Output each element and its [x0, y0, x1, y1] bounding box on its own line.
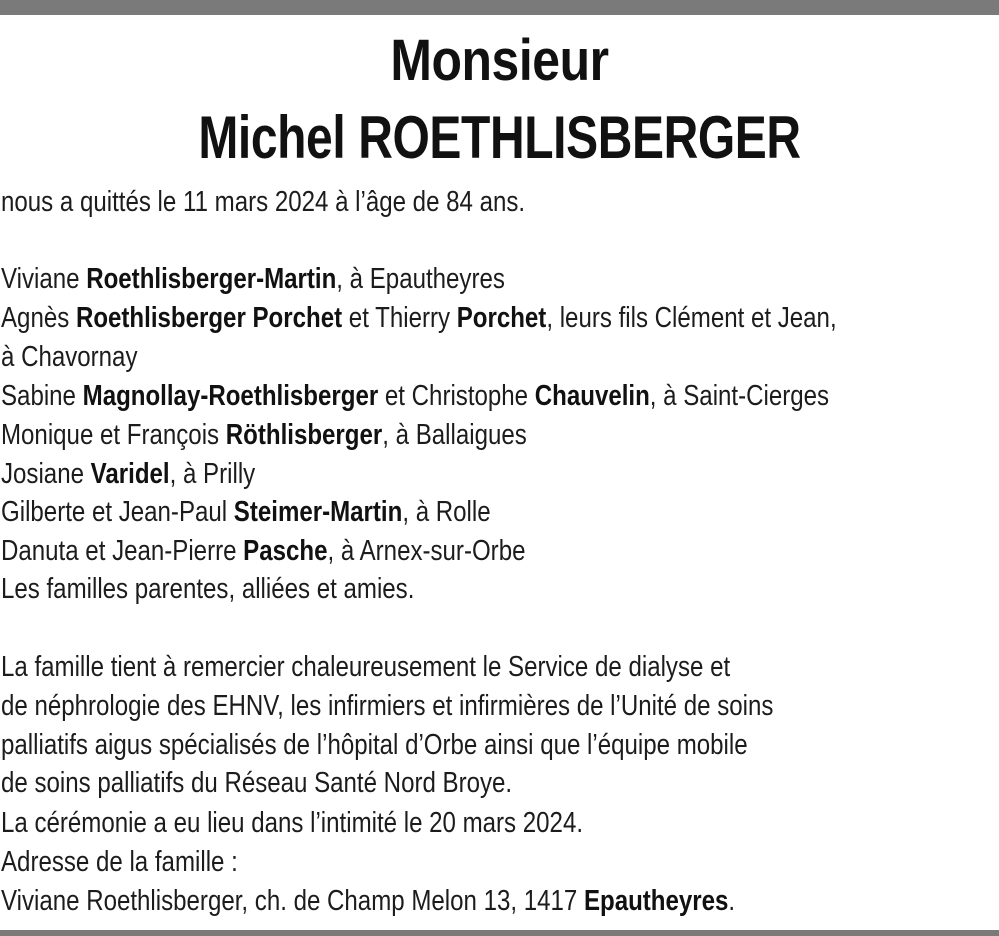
- family-given: Agnès: [1, 302, 76, 334]
- family-line: [1, 532, 525, 570]
- intro-line: nous a quittés le 11 mars 2024 à l’âge de 84 ans.: [1, 186, 526, 218]
- family-line: [1, 455, 255, 493]
- address-town: Epautheyres: [583, 885, 729, 917]
- family-rest: , à Saint-Cierges: [649, 380, 830, 412]
- title-salutation: Monsieur: [390, 28, 609, 93]
- family-line: [1, 416, 527, 454]
- family-given: Monique et François: [1, 419, 226, 451]
- top-rule: [0, 0, 999, 15]
- family-rest: , leurs fils Clément et Jean,: [546, 302, 837, 334]
- family-surname: Steimer-Martin: [233, 496, 403, 528]
- family-given: Sabine: [1, 380, 83, 412]
- family-surname: Roethlisberger-Martin: [86, 263, 337, 295]
- family-given: Josiane: [1, 458, 91, 490]
- thanks-line: de néphrologie des EHNV, les infirmiers et infirmières de l’Unité de soins: [1, 690, 774, 722]
- family-rest: à Chavornay: [1, 341, 138, 373]
- family-rest: , à Rolle: [402, 496, 491, 528]
- family-surname: Chauvelin: [534, 380, 650, 412]
- address-end: .: [728, 885, 736, 917]
- bottom-rule: [0, 930, 999, 936]
- family-rest: Les familles parentes, alliées et amies.: [1, 573, 415, 605]
- family-surname: Varidel: [90, 458, 170, 490]
- family-line: [1, 338, 137, 376]
- family-rest: , à Prilly: [169, 458, 256, 490]
- ceremony-line: La cérémonie a eu lieu dans l’intimité le 20 mars 2024.: [1, 807, 584, 839]
- family-line: [1, 493, 491, 531]
- family-line: [1, 570, 414, 608]
- family-surname: Roethlisberger Porchet: [75, 302, 343, 334]
- thanks-line: palliatifs aigus spécialisés de l’hôpital d’Orbe ainsi que l’équipe mobile: [1, 729, 748, 761]
- family-given: Viviane: [1, 263, 87, 295]
- family-rest: , à Arnex-sur-Orbe: [327, 535, 526, 567]
- family-rest: , à Ballaigues: [382, 419, 527, 451]
- address-text: Viviane Roethlisberger, ch. de Champ Melon 13, 1417: [1, 885, 584, 917]
- family-rest: et Thierry: [342, 302, 457, 334]
- family-given: Gilberte et Jean-Paul: [1, 496, 234, 528]
- family-line: [1, 377, 829, 415]
- family-rest: , à Epautheyres: [336, 263, 505, 295]
- thanks-line: de soins palliatifs du Réseau Santé Nord Broye.: [1, 767, 513, 799]
- title-name: Michel ROETHLISBERGER: [198, 104, 801, 171]
- family-line: [1, 299, 837, 337]
- address-heading: Adresse de la famille :: [1, 846, 238, 878]
- family-surname: Pasche: [243, 535, 328, 567]
- family-surname: Porchet: [456, 302, 547, 334]
- family-given: Danuta et Jean-Pierre: [1, 535, 244, 567]
- thanks-line: La famille tient à remercier chaleureusement le Service de dialyse et: [1, 651, 731, 683]
- family-line: [1, 260, 505, 298]
- family-surname: Röthlisberger: [225, 419, 383, 451]
- address-line: [1, 882, 735, 920]
- family-surname: Magnollay-Roethlisberger: [82, 380, 379, 412]
- family-rest: et Christophe: [378, 380, 535, 412]
